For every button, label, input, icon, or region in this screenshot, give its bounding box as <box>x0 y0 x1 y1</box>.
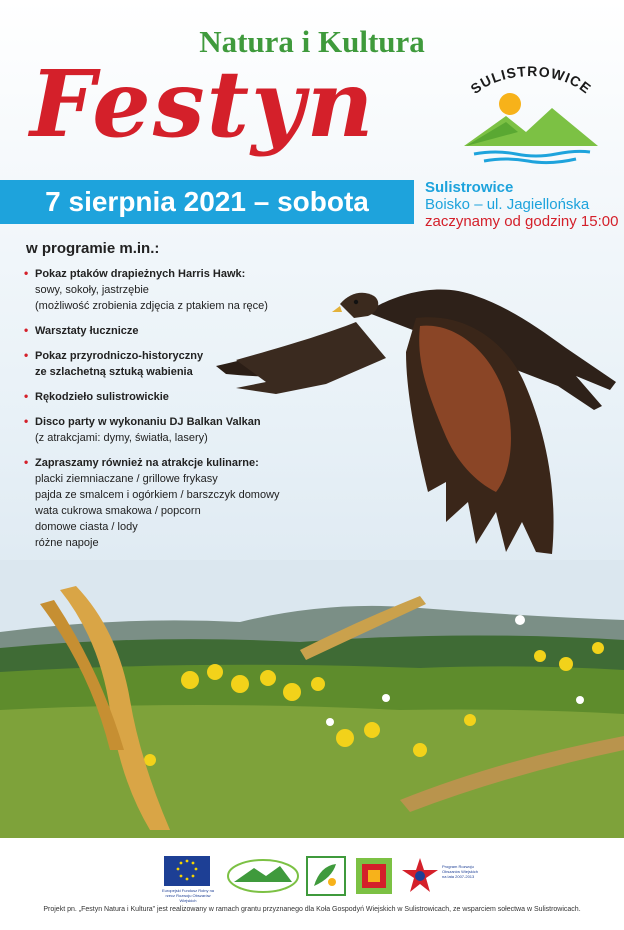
prow-text: Program Rozwoju Obszarów Wiejskich na lata 2007-2013 <box>442 864 479 879</box>
footer <box>0 838 624 930</box>
location-town: Sulistrowice <box>425 179 514 196</box>
prow-logo <box>400 856 440 896</box>
program-item-detail: (możliwość zrobienia zdjęcia z ptakiem na ręce) <box>35 300 268 312</box>
location-venue: Boisko – ul. Jagiellońska <box>425 196 590 213</box>
start-time: zaczynamy od godziny 15:00 <box>425 213 619 230</box>
bullet-icon: • <box>24 414 29 428</box>
svg-text:SULISTROWICE <box>467 63 594 97</box>
program-item-title: Pokaz ptaków drapieżnych Harris Hawk: <box>35 268 246 280</box>
leader-logo <box>306 856 346 896</box>
location-block <box>425 179 618 230</box>
program-item-detail: (z atrakcjami: dymy, światła, lasery) <box>35 432 208 444</box>
event-date: 7 sierpnia 2021 – sobota <box>45 186 369 217</box>
event-title: Festyn <box>30 50 376 158</box>
sun-icon <box>499 93 521 115</box>
footer-note: Projekt pn. „Festyn Natura i Kultura” jest realizowany w ramach grantu przyznanego dla Koła Gospodyń Wiejskich w Sulistrowicach, ze wsparciem sołectwa w Sulistrowicach. <box>43 906 581 913</box>
kgw-logo <box>354 856 394 896</box>
bullet-icon: • <box>24 348 29 362</box>
program-item-title: Warsztaty łucznicze <box>35 325 139 337</box>
lgd-logo <box>226 858 300 894</box>
program-item-detail: placki ziemniaczane / grillowe frykasy <box>35 473 218 485</box>
sulistrowice-logo <box>456 62 606 166</box>
bullet-icon: • <box>24 455 29 469</box>
program-item-title: ze szlachetną sztuką wabienia <box>35 366 193 378</box>
program-item-title: Rękodzieło sulistrowickie <box>35 391 169 403</box>
bullet-icon: • <box>24 389 29 403</box>
program-heading: w programie m.in.: <box>26 240 160 257</box>
meadow-landscape <box>0 560 624 840</box>
logo-text: SULISTROWICE <box>467 63 595 97</box>
program-item-title: Disco party w wykonaniu DJ Balkan Valkan <box>35 416 261 428</box>
eu-fund-text: Europejski Fundusz Rolny na rzecz Rozwoju Obszarów Wiejskich <box>161 888 215 903</box>
program-item-title: Zapraszamy również na atrakcje kulinarne: <box>35 457 259 469</box>
program-item-detail: różne napoje <box>35 537 99 549</box>
bullet-icon: • <box>24 323 29 337</box>
program-item-detail: domowe ciasta / lody <box>35 521 138 533</box>
hawk-illustration <box>206 282 624 564</box>
program-item-detail: pajda ze smalcem i ogórkiem / barszczyk domowy <box>35 489 280 501</box>
program-item-title: Pokaz przyrodniczo-historyczny <box>35 350 204 362</box>
program-item-detail: wata cukrowa smakowa / popcorn <box>35 505 201 517</box>
program-item-detail: sowy, sokoły, jastrzębie <box>35 284 149 296</box>
bullet-icon: • <box>24 266 29 280</box>
event-subtitle: Natura i Kultura <box>199 24 425 59</box>
